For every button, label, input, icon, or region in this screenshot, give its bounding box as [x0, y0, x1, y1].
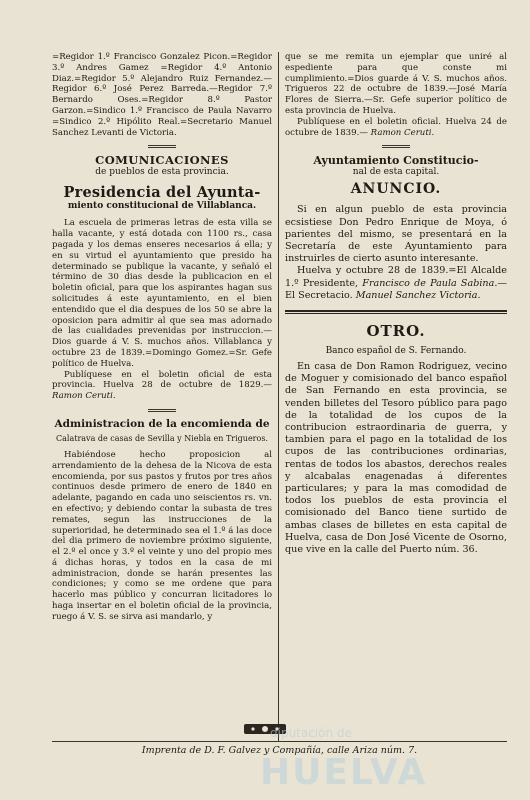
admin-title: Administracion de la encomienda de [54, 417, 270, 430]
left-column [52, 52, 272, 623]
section-divider [148, 145, 176, 148]
ayuntamiento-subtitle: nal de esta capital. [352, 167, 440, 178]
right-column [285, 52, 507, 556]
admin-publication-text: Publíquese en el boletin oficial. Huelva 24 de octubre de 1839.— [285, 116, 507, 138]
section-title: COMUNICACIONES [95, 153, 229, 168]
presidencia-publication [52, 370, 272, 402]
anuncio-closing-text: Huelva y octubre 28 de 1839.=El Alcalde 1.º Presidente, [285, 265, 507, 289]
anuncio-signature-mayor: Francisco de Paula Sabina. [362, 277, 498, 289]
presidencia-title: Presidencia del Ayunta- [63, 184, 261, 202]
section-thick-divider [285, 310, 507, 314]
anuncio-paragraph: Si en algun pueblo de esta provincia ecsistiese Don Pedro Enrique de Moya, ó parientes del mismo, se presentará en la Secretaría de este Ayuntamiento para instruirles de cierto asunto interesante. [285, 204, 507, 265]
presidencia-subtitle: miento constitucional de Villablanca. [67, 201, 257, 212]
presidencia-publication-text: Publíquese en el boletin oficial de esta provincia. Huelva 28 de octubre de 1829.— [52, 369, 272, 391]
admin-signature: Ramon Ceruti. [370, 127, 435, 138]
imprint-line: Imprenta de D. F. Galvez y Compañía, calle Ariza núm. 7. [141, 745, 418, 756]
admin-publication [285, 117, 507, 139]
column-divider [278, 52, 279, 742]
banco-title: Banco español de S. Fernando. [325, 346, 467, 356]
watermark-text: HUELVA [260, 752, 428, 793]
ayuntamiento-title: Ayuntamiento Constitucio- [313, 154, 479, 168]
anuncio-title: ANUNCIO. [350, 181, 442, 198]
banco-paragraph: En casa de Don Ramon Rodriguez, vecino de Moguer y comisionado del banco español de San Fernando en esta provincia, se venden billetes del Tesoro público para pago de la totalidad de los cupos de la contribucion estraordinaria de guerra, y tambien para el pago en la totalidad de los cupos de las contribuciones ordinarias, rentas de todos los abastos, derechos reales y alcabalas enagenadas á diferentes particulares; y para la mas comodidad de todos los pueblos de esta provincia el comisionado del Banco tiene surtido de ambas clases de billetes en esta capital de Huelva, casa de Don José Vicente de Osorno, que vive en la calle del Puerto núm. 36. [285, 361, 507, 556]
admin-subtitle: Calatrava de casas de Sevilla y Niebla en Trigueros. [56, 433, 268, 443]
admin-continuation-paragraph: que se me remita un ejemplar que uniré al espediente para que conste mi cumplimiento.=Dios guarde á V. S. muchos años. Trigueros 22 de octubre de 1839.—José María Flores de Sierra.—Sr. Gefe superior político de esta provincia de Huelva. [285, 52, 507, 116]
section-divider [382, 145, 410, 148]
presidencia-signature: Ramon Ceruti. [52, 391, 116, 402]
anuncio-secretary-label: —El Secretacio. [285, 277, 507, 301]
council-members-paragraph: =Regidor 1.º Francisco Gonzalez Picon.=Regidor 3.º Andres Gamez =Regidor 4.º Antonio Diaz.=Regidor 5.º Alejandro Ruiz Fernandez.—Regidor 6.º José Perez Barreda.—Regidor 7.º Bernardo Oses.=Regidor 8.º Pastor Garzon.=Sindico 1.º Francisco de Paula Navarro =Sindico 2.º Hipólito Real.=Secretario Manuel Sanchez Levanti de Victoria. [52, 52, 272, 138]
imprint-rule [52, 741, 507, 742]
section-divider [148, 409, 176, 412]
anuncio-closing [285, 265, 507, 302]
section-subtitle: de pueblos de esta provincia. [95, 167, 229, 178]
watermark-top-text: diputación de [270, 726, 352, 740]
presidencia-paragraph: La escuela de primeras letras de esta villa se halla vacante, y está dotada con 1100 rs., casa pagada y los demas enseres necesarios á ella; y en su virtud el ayuntamiento que presido ha determinado se publique la vacante, y señaló el término de 30 dias desde la publicacion en el boletin oficial, para que los aspirantes hagan sus solicitudes á este ayuntamiento, en el bien entendido que el dia despues de los 50 se abre la oposicion para admitir al que sea mas adornado de las cualidades prevenidas por instruccion.—Dios guarde á V. S. muchos años. Villablanca y octubre 23 de 1839.=Domingo Gomez.=Sr. Gefe político de Huelva. [52, 218, 272, 369]
admin-paragraph: Habiéndose hecho proposicion al arrendamiento de la dehesa de la Nicova de esta encomienda, por sus pastos y frutos por tres años continuos desde primero de enero de 1840 en adelante, pagando en cada uno seiscientos rs. vn. en efectivo; y debiendo contar la subasta de tres remates, segun las instrucciones de la superioridad, he determinado sea el 1.º á las doce del dia primero de noviembre próximo siguiente, el 2.º el once y 3.º el veinte y uno del propio mes á dichas horas, y todos en la casa de mi administracion, donde se harán presentes las condiciones; y como se me ordene que para hacerlo mas público y concurran licitadores lo haga insertar en el boletin oficial de la provincia, ruego á V. S. se sirva asi mandarlo, y [52, 449, 272, 622]
otro-title: OTRO. [366, 322, 426, 340]
anuncio-signature-secretary: Manuel Sanchez Victoria. [355, 289, 481, 301]
